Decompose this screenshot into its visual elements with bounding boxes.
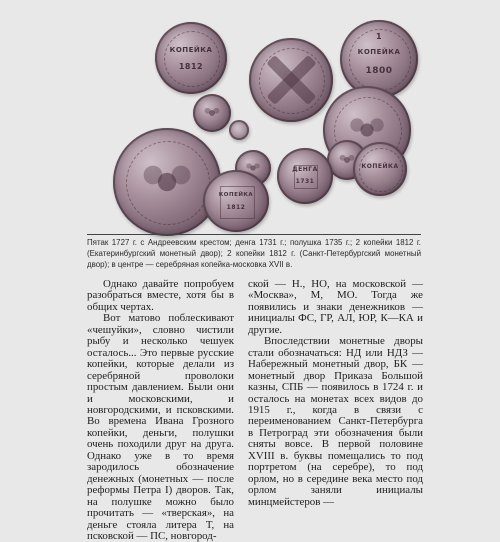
coin-kopek-1800 [340, 20, 418, 98]
text-column-right [248, 279, 423, 508]
coin-legend: 1812 [178, 62, 204, 71]
coin-legend: 1800 [365, 66, 393, 76]
paragraph: Однако давайте попробуем разобраться вместе, хотя бы в общих чертах. [87, 278, 234, 313]
coin-legend: КОПЕЙКА [357, 48, 401, 56]
coin-denga-1731 [277, 148, 333, 204]
figure-caption: Пятак 1727 г. с Андреевским крестом; денга 1731 г.; полушка 1735 г.; 2 копейки 1812 г. (Екатеринбургский монетный двор); 2 копейки 1812 г. (Санкт-Петербургский монетный двор); в центре — серебряная копейка-московка XVII в. [87, 238, 421, 269]
coin-kopek-bottom-right [353, 142, 407, 196]
coin-small-eagle [193, 94, 231, 132]
paragraph: ской — Н., НО, на московской — «Москва», М, МО. Тогда же появились и знаки денежников — инициалы ФС, ГР, АЛ, ЮР, К—КА и другие. [248, 278, 423, 336]
coin-kopek-1812-top-left [155, 22, 227, 94]
coin-legend: 1731 [295, 178, 315, 185]
coin-legend: КОПЕЙКА [361, 163, 399, 170]
paragraph: Вот матово поблескивают «чешуйки», словно чистили рыбу и несколько чешуек осталось... Это первые русские копейки, которые делали из серебряной проволоки простым давлением. Были они и московскими, и новгородскими, и псковскими. Во времена Ивана Грозного копейки, деньги, полушки очень походили друг на друга. Однако уже в то время зародилось обозначение денежных (монетных — после реформы Петра I) дворов. Так, на полушке можно было прочитать — «тверская», на деньге стояла литера Т, на псковской — ПС, новгород- [87, 312, 234, 542]
caption-rule [87, 234, 421, 235]
coin-legend: ДЕНГА [292, 166, 318, 173]
text-column-left [87, 279, 234, 542]
coin-kopek-1812-bottom [203, 170, 269, 232]
coin-silver-kopek-center [229, 120, 249, 140]
coin-legend: 1 [375, 32, 383, 41]
coin-legend: 1812 [226, 204, 246, 211]
coin-legend: КОПЕЙКА [169, 46, 213, 54]
coin-monogram-left [113, 128, 221, 236]
coin-pyatak-cross [249, 38, 333, 122]
paragraph: Впоследствии монетные дворы стали обозначаться: НД или НДЗ — Набережный монетный двор, БК — монетный двор Приказа Большой казны, СПБ — появилось в 1724 г. и осталось на монетах всех видов до 1915 г., когда в связи с переименованием Санкт-Петербурга в Петроград эти обозначения были сняты вовсе. В первой половине XVIII в. буквы помещались то под портретом (на серебре), то под орлом, но в середине века место под орлом заняли инициалы минцмейстеров — [248, 335, 423, 508]
coin-photo-plate [95, 0, 415, 232]
coin-legend: КОПЕЙКА [218, 192, 254, 198]
